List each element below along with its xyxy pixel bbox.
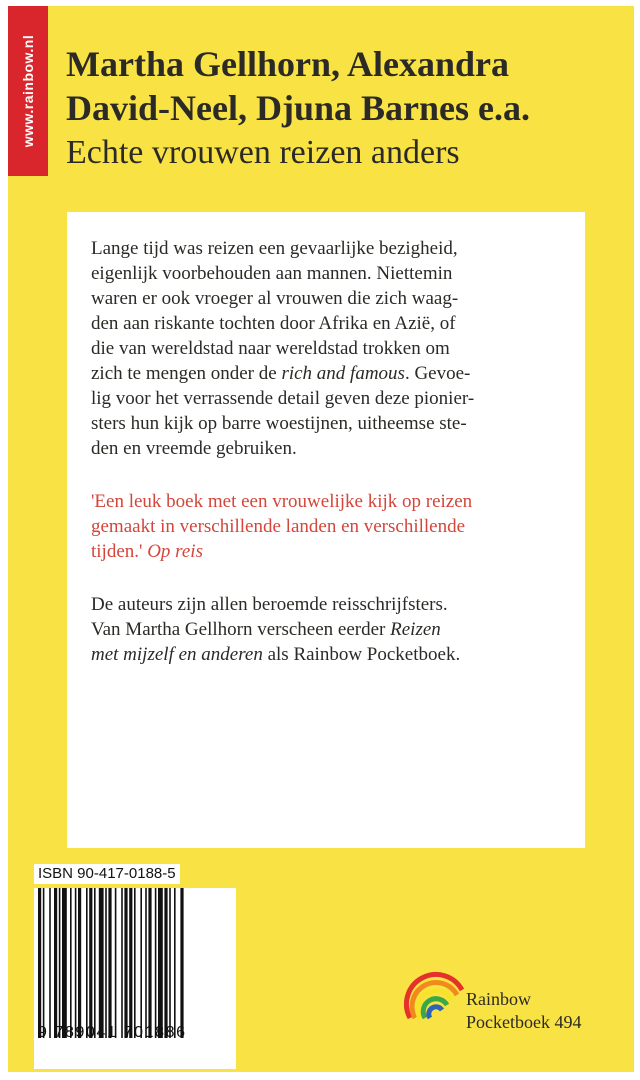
blurb-paragraph-authors: De auteurs zijn allen beroemde reisschrijfsters. Van Martha Gellhorn verscheen eerder Reizen met mijzelf en anderen als Rainbow Pocketboek. [91,594,461,665]
isbn-number: ISBN 90-417-0188-5 [34,864,180,884]
series-number: Pocketboek 494 [466,1012,582,1032]
review-quote: 'Een leuk boek met een vrouwelijke kijk op reizen gemaakt in verschillende landen en verschillende tijden.' Op reis [91,491,473,562]
barcode-block [34,864,236,1069]
publisher-name: Rainbow [466,989,531,1009]
blurb-panel [67,212,585,848]
authors-line-2: David-Neel, Djuna Barnes e.a. [66,88,530,128]
book-title: Echte vrouwen reizen anders [66,134,460,171]
publisher-text [466,988,581,1034]
rainbow-logo-icon [404,960,464,1020]
quote-source: Op reis [147,541,203,562]
blurb-paragraph-intro: Lange tijd was reizen een gevaarlijke bezigheid, eigenlijk voorbehouden aan mannen. Niettemin waren er ook vroeger al vrouwen die zich waag- den aan riskante tochten door Afrika en Azië, of die van wereldstad naar wereldstad trokken om zich te mengen onder de rich and famous. Gevoe- lig voor het verrassende detail geven deze pionier- sters hun kijk op barre woestijnen, uitheemse ste- den en vreemde gebruiken. [91,238,475,459]
authors-line-1: Martha Gellhorn, Alexandra [66,44,509,84]
blurb-text [91,236,575,667]
website-tab [8,6,48,176]
ean-digits: 9 789041 701886 [38,1024,187,1041]
publisher-block [404,960,630,1056]
title-block [66,42,626,176]
book-back-cover [8,6,634,1072]
website-url: www.rainbow.nl [20,34,36,148]
